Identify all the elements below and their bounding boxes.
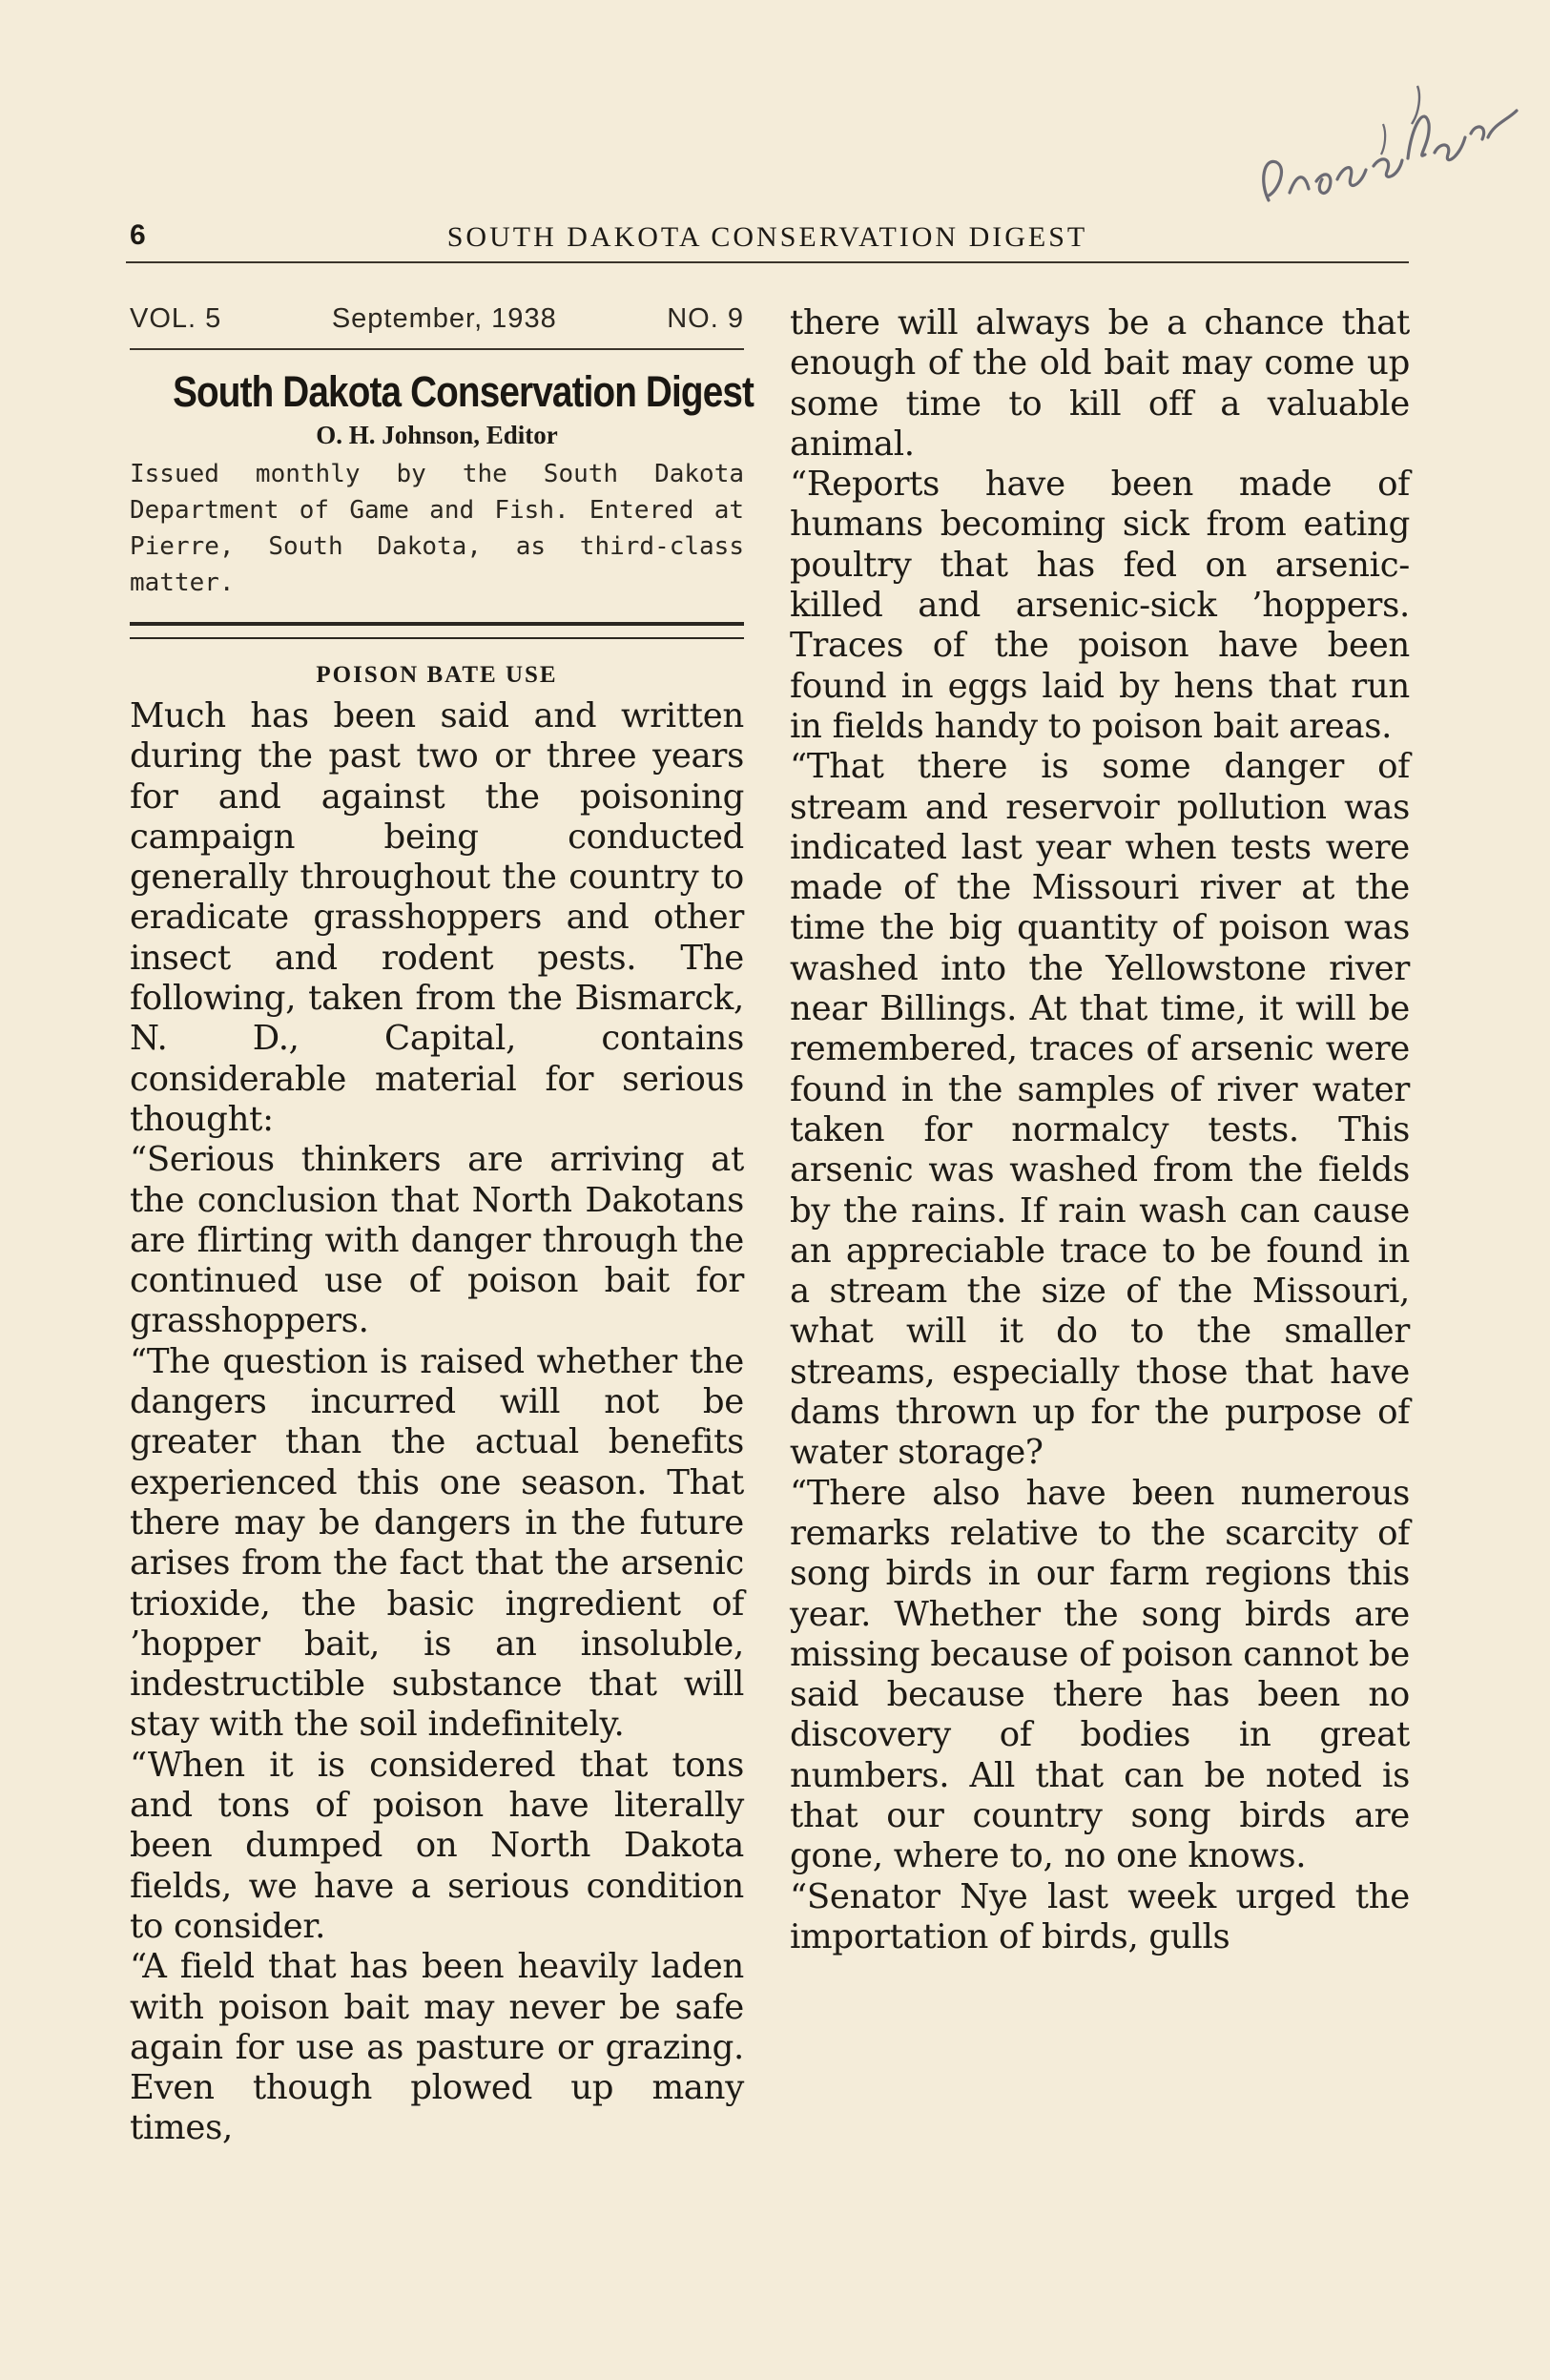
paragraph: “Serious thinkers are arriving at the conclusion that North Dakotans are flirting with danger through the continued use of poison bait for grasshoppers. xyxy=(130,1140,744,1341)
masthead-title: South Dakota Conservation Digest xyxy=(173,367,754,416)
paragraph: Much has been said and written during the past two or three years for and against the poisoning campaign being conducted generally throughout the country to eradicate grasshoppers and other insect and rodent pests. The following, taken from the Bismarck, N. D., Capital, contains considerable material for serious thought: xyxy=(130,696,744,1139)
handwritten-note-scribble xyxy=(1230,67,1536,229)
paragraph: “The question is raised whether the dangers incurred will not be greater than the actual benefits experienced this one season. That there may be dangers in the future arises from the fact that the arsenic trioxide, the basic ingredient of ’hopper bait, is an insoluble, indestructible substance that will stay with the soil indefinitely. xyxy=(130,1341,744,1745)
paragraph: “Reports have been made of humans becoming sick from eating poultry that has fed on arsenic-killed and arsenic-sick ’hoppers. Traces of the poison have been found in eggs laid by hens that run in fields handy to poison bait areas. xyxy=(790,465,1410,746)
paragraph: there will always be a chance that enough of the old bait may come up some time to kill off a valuable animal. xyxy=(790,303,1410,464)
masthead-issue-line xyxy=(130,303,744,350)
right-column xyxy=(790,303,1410,1957)
article-body-left xyxy=(130,696,744,2149)
masthead-divider xyxy=(130,622,744,639)
left-column xyxy=(130,303,754,2149)
masthead-editor: O. H. Johnson, Editor xyxy=(316,421,558,449)
article-headline: POISON BATE USE xyxy=(316,662,558,688)
masthead-date: September, 1938 xyxy=(331,303,557,334)
masthead-notice: Issued monthly by the South Dakota Department of Game and Fish. Entered at Pierre, South Dakota, as third-class matter. xyxy=(130,460,744,597)
masthead-volume: VOL. 5 xyxy=(130,303,222,334)
paragraph: “When it is considered that tons and tons of poison have literally been dumped on North Dakota fields, we have a serious condition to consider. xyxy=(130,1745,744,1946)
running-header xyxy=(126,217,1409,263)
paragraph: “That there is some danger of stream and reservoir pollution was indicated last year when tests were made of the Missouri river at the time the big quantity of poison was washed into the Yellowstone river near Billings. At that time, it will be remembered, traces of arsenic were found in the samples of river water taken for normalcy tests. This arsenic was washed from the fields by the rains. If rain wash can cause an appreciable trace to be found in a stream the size of the Missouri, what will it do to the smaller streams, especially those that have dams thrown up for the purpose of water storage? xyxy=(790,747,1410,1473)
masthead-number: NO. 9 xyxy=(667,303,744,334)
paragraph: “Senator Nye last week urged the importation of birds, gulls xyxy=(790,1876,1410,1956)
page-number: 6 xyxy=(130,219,146,251)
publication-title: SOUTH DAKOTA CONSERVATION DIGEST xyxy=(446,221,1088,253)
article-body-right xyxy=(790,303,1410,1957)
paragraph: “There also have been numerous remarks relative to the scarcity of song birds in our farm regions this year. Whether the song birds are missing because of poison cannot be said because there has been no discovery of bodies in great numbers. All that can be noted is that our country song birds are gone, where to, no one knows. xyxy=(790,1473,1410,1876)
paragraph: “A field that has been heavily laden with poison bait may never be safe again for use as pasture or grazing. Even though plowed up many times, xyxy=(130,1947,744,2148)
handwritten-note xyxy=(1230,67,1536,229)
